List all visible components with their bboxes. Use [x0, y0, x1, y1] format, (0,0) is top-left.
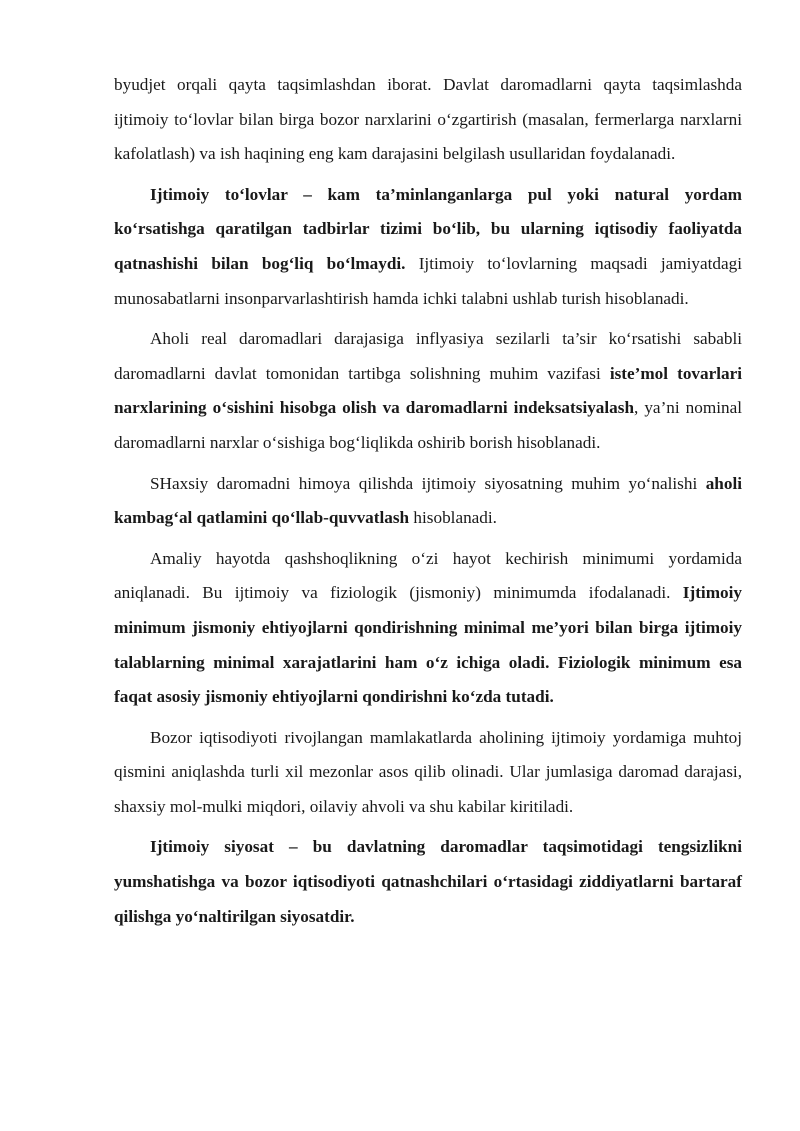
paragraph-3-text-end: , ya’ni nominal daromadlarni narxlar o‘sishiga bog‘liqlikda oshirib borish hisoblanadi. — [114, 398, 742, 452]
paragraph-5-bold-definition: Ijtimoiy minimum jismoniy ehtiyojlarni qondirishning minimal me’yori bilan birga ijtimoiy talablarning minimal xarajatlarini ham o‘z ichiga oladi. Fiziologik minimum esa faqat asosiy jismoniy ehtiyojlarni qondirishni ko‘zda tutadi. — [114, 583, 742, 707]
paragraph-7-bold-definition: Ijtimoiy siyosat – bu davlatning daromadlar taqsimotidagi tengsizlikni yumshatishga va bozor iqtisodiyoti qatnashchilari o‘rtasidagi ziddiyatlarni bartaraf qilishga yo‘naltirilgan siyosatdir. — [114, 837, 742, 926]
paragraph-4-bold-term: aholi kambag‘al qatlamini qo‘llab-quvvatlash — [114, 473, 742, 528]
paragraph-4-text-end: hisoblanadi. — [409, 508, 497, 528]
paragraph-3-text-start: Aholi real daromadlari darajasiga inflyasiya sezilarli ta’sir ko‘rsatishi sababli daromadlarni davlat tomonidan tartibga solishning muhim vazifasi — [114, 329, 742, 383]
paragraph-2-text: Ijtimoiy to‘lovlarning maqsadi jamiyatdagi munosabatlarni insonparvarlashtirish hamda ichki talabni ushlab turish hisoblanadi. — [114, 253, 742, 308]
paragraph-2-bold-definition: Ijtimoiy to‘lovlar – kam ta’minlanganlarga pul yoki natural yordam ko‘rsatishga qaratilgan tadbirlar tizimi bo‘lib, bu ularning iqtisodiy faoliyatda qatnashishi bilan bog‘liq bo‘lmaydi. — [114, 184, 742, 273]
paragraph-6 — [114, 721, 742, 825]
paragraph-4-text-start: SHaxsiy daromadni himoya qilishda ijtimoiy siyosatning muhim yo‘nalishi — [150, 473, 706, 493]
paragraph-5 — [114, 542, 742, 715]
paragraph-5-text: Amaliy hayotda qashshoqlikning o‘zi hayot kechirish minimumi yordamida aniqlanadi. Bu ijtimoiy va fiziologik (jismoniy) minimumda ifodalanadi. — [114, 548, 742, 603]
paragraph-3 — [114, 322, 742, 460]
paragraph-3-bold-term: iste’mol tovarlari narxlarining o‘sishini hisobga olish va daromadlarni indeksatsiyalash — [114, 363, 742, 418]
document-page — [114, 68, 742, 940]
paragraph-2 — [114, 178, 742, 316]
paragraph-6-text: Bozor iqtisodiyoti rivojlangan mamlakatlarda aholining ijtimoiy yordamiga muhtoj qismini aniqlashda turli xil mezonlar asos qilib olinadi. Ular jumlasiga daromad darajasi, shaxsiy mol-mulki miqdori, oilaviy ahvoli va shu kabilar kiritiladi. — [114, 727, 742, 816]
paragraph-1 — [114, 68, 742, 172]
paragraph-1-text: byudjet orqali qayta taqsimlashdan iborat. Davlat daromadlarni qayta taqsimlashda ijtimoiy to‘lovlar bilan birga bozor narxlarini o‘zgartirish (masalan, fermerlarga narxlarni kafolatlash) va ish haqining eng kam darajasini belgilash usullaridan foydalanadi. — [114, 75, 742, 164]
paragraph-4 — [114, 467, 742, 536]
paragraph-7 — [114, 830, 742, 934]
